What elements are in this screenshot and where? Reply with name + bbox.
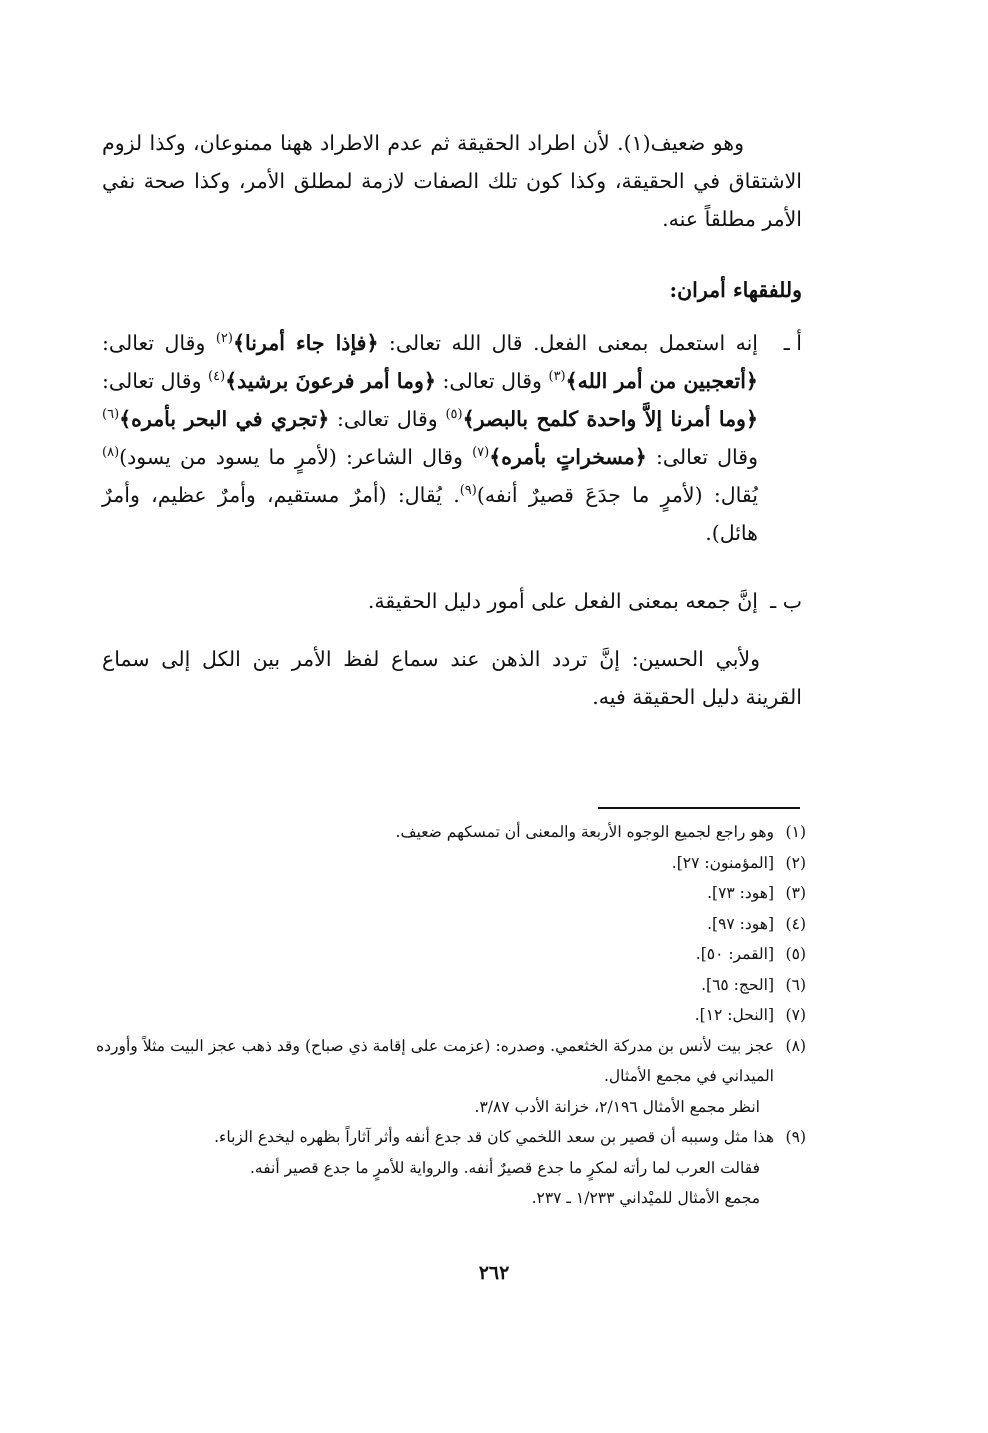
footnotes — [96, 817, 806, 1214]
footnote-ref-6: (٦) — [102, 407, 120, 423]
footnote-ref-7: (٧) — [472, 445, 490, 461]
footnote-number: (٨) — [785, 1036, 806, 1055]
item-a-text-4: وقال تعالى: — [102, 369, 209, 393]
quran-verse-5: ﴿تجري في البحر بأمره﴾ — [119, 407, 330, 431]
item-a-text-3: وقال تعالى: — [442, 369, 549, 393]
footnote-text: [المؤمنون: ٢٧]. — [671, 853, 774, 872]
page-number: ٢٦٢ — [478, 1262, 510, 1284]
item-a-text-9: . يُقال: (أمرٌ مستقيم، وأمرٌ عظيم، وأمرٌ هائل). — [102, 483, 758, 545]
footnote-number: (١) — [785, 823, 806, 841]
footnote-ref-8: (٨) — [102, 445, 120, 461]
footnote-2 — [96, 848, 806, 879]
quran-verse-6: ﴿مسخراتٍ بأمره﴾ — [489, 445, 647, 469]
quran-verse-2: ﴿أتعجبين من أمر الله﴾ — [565, 369, 758, 393]
footnote-number: (٣) — [785, 884, 806, 902]
footnote-text: عجز بيت لأنس بن مدركة الخثعمي. وصدره: (عزمت على إقامة ذي صباح) وقد ذهب عجز البيت مثلاً وأورده الميداني في مجمع الأمثال. — [96, 1036, 774, 1085]
footnote-text: فقالت العرب لما رأته لمكرٍ ما جدع قصيرٌ أنفه. والرواية للأمرٍ ما جدع قصير أنفه. — [249, 1158, 760, 1177]
footnote-text: مجمع الأمثال للميْداني ١/٢٣٣ ـ ٢٣٧. — [531, 1189, 760, 1207]
footnote-divider — [598, 807, 800, 809]
footnote-number: (٢) — [785, 853, 806, 872]
footnote-text: [هود: ٧٣]. — [707, 884, 774, 902]
footnote-ref-9: (٩) — [459, 483, 477, 499]
item-a-content — [102, 324, 758, 552]
item-a-text-7: وقال الشاعر: (لأمرٍ ما يسود من يسود) — [119, 445, 473, 469]
item-a-text-1: إنه استعمل بمعنى الفعل. قال الله تعالى: — [388, 331, 758, 355]
footnote-text: [الحج: ٦٥]. — [701, 975, 774, 994]
footnote-5 — [96, 939, 806, 970]
footnote-number: (٤) — [785, 914, 806, 933]
footnote-number: (٥) — [785, 945, 806, 963]
quran-verse-1: ﴿فإذا جاء أمرنا﴾ — [232, 331, 379, 355]
footnote-ref-2: (٢) — [215, 331, 233, 347]
footnote-text: انظر مجمع الأمثال ٢/١٩٦، خزانة الأدب ٣/٨٧. — [474, 1097, 760, 1116]
item-b-marker: ب ـ — [770, 589, 802, 613]
item-a-text-8: يُقال: (لأمرٍ ما جدَعَ قصيرٌ أنفه) — [476, 483, 758, 507]
item-a-marker: أ ـ — [783, 331, 802, 355]
footnote-3 — [96, 878, 806, 909]
footnote-number: (٦) — [785, 975, 806, 994]
footnote-number: (٩) — [785, 1128, 806, 1146]
item-a-text-5: وقال تعالى: — [336, 407, 446, 431]
footnote-text: [النحل: ١٢]. — [694, 1006, 774, 1024]
footnote-text: هذا مثل وسببه أن قصير بن سعد اللخمي كان قد جدع أنفه وأثر آثاراً بظهره ليخدع الزباء. — [214, 1128, 774, 1146]
paragraph-abu-al-husayn: ولأبي الحسين: إنَّ تردد الذهن عند سماع لفظ الأمر بين الكل إلى سماع القرينة دليل الحقيقة فيه. — [102, 647, 802, 709]
list-item-a — [102, 324, 802, 552]
quran-verse-4: ﴿وما أمرنا إلاَّ واحدة كلمح بالبصر﴾ — [462, 407, 758, 431]
footnote-9 — [96, 1122, 806, 1214]
footnote-ref-3: (٣) — [548, 369, 566, 385]
footnote-7 — [96, 1000, 806, 1031]
footnote-ref-5: (٥) — [445, 407, 463, 423]
footnote-ref-4: (٤) — [208, 369, 226, 385]
list-item-b — [102, 582, 802, 620]
footnote-text: وهو راجع لجميع الوجوه الأربعة والمعنى أن تمسكهم ضعيف. — [395, 823, 774, 841]
footnote-text: [القمر: ٥٠]. — [695, 945, 774, 963]
item-b-content: إنَّ جمعه بمعنى الفعل على أمور دليل الحقيقة. — [367, 589, 758, 613]
quran-verse-3: ﴿وما أمر فرعونَ برشيد﴾ — [225, 369, 436, 393]
footnote-text: [هود: ٩٧]. — [707, 914, 774, 933]
footnote-4 — [96, 909, 806, 940]
footnote-6 — [96, 970, 806, 1001]
item-a-text-6: وقال تعالى: — [655, 445, 758, 469]
footnote-number: (٧) — [785, 1006, 806, 1024]
footnote-8 — [96, 1031, 806, 1123]
item-a-text-2: وقال تعالى: — [102, 331, 216, 355]
paragraph-weak-argument: وهو ضعيف(١). لأن اطراد الحقيقة ثم عدم الاطراد ههنا ممنوعان، وكذا لزوم الاشتقاق في الحقيقة، وكذا كون تلك الصفات لازمة لمطلق الأمر، وكذا صحة نفي الأمر مطلقاً عنه. — [102, 131, 802, 231]
footnote-1 — [96, 817, 806, 848]
heading-fuqaha: وللفقهاء أمران: — [669, 278, 802, 302]
